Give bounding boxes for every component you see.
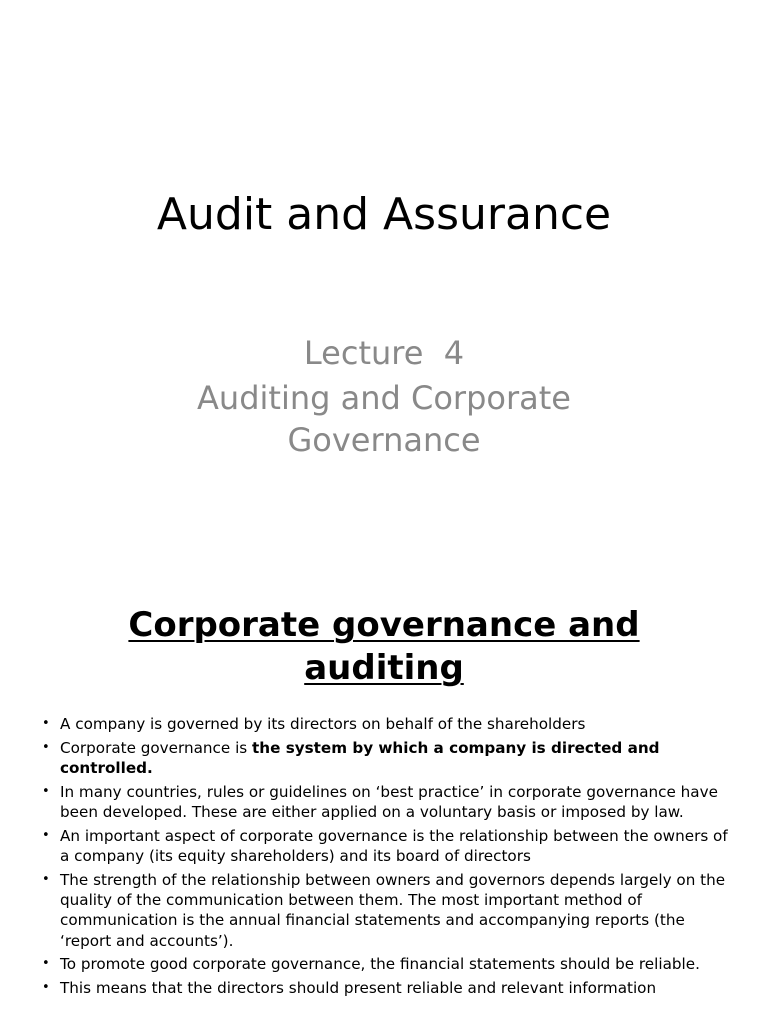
- bullet-text: A company is governed by its directors on behalf of the shareholders: [60, 715, 586, 733]
- bullet-icon: •: [42, 956, 50, 972]
- bullet-text: This means that the directors should present reliable and relevant information: [60, 978, 657, 997]
- bullet-icon: •: [42, 871, 50, 887]
- lecture-number: Lecture 4: [303, 334, 465, 372]
- bullet-text: An important aspect of corporate governance is the relationship between the owners of a company (its equity shareholders) and its board of directors: [60, 826, 728, 865]
- content-slide: [0, 576, 768, 1024]
- bullet-item: [42, 870, 732, 951]
- slide-heading: Corporate governance and auditing: [128, 605, 640, 688]
- bullet-list: [42, 714, 732, 1002]
- bullet-icon: •: [42, 783, 50, 799]
- bullet-icon: •: [42, 739, 50, 755]
- subtitle-block: [134, 332, 634, 461]
- bullet-item: [42, 738, 732, 779]
- bullet-text: The strength of the relationship between owners and governors depends largely on the quality of the communication between them. The most important method of communication is the annual financial statements and accompanying reports (the ‘report and accounts’).: [60, 870, 726, 950]
- bullet-text: Corporate governance is: [60, 738, 253, 757]
- bullet-text: To promote good corporate governance, the financial statements should be reliable.: [60, 955, 700, 974]
- bullet-item: [42, 826, 732, 867]
- bullet-icon: •: [42, 979, 50, 995]
- bullet-icon: •: [42, 827, 50, 843]
- bullet-bold-text: the system by which a company is directed and controlled.: [60, 738, 660, 777]
- lecture-topic: Auditing and Corporate Governance: [197, 379, 571, 459]
- bullet-icon: •: [42, 716, 50, 731]
- presentation-title: Audit and Assurance: [156, 189, 612, 240]
- bullet-item: [42, 978, 732, 998]
- bullet-item: [42, 782, 732, 823]
- bullet-item: [42, 714, 732, 734]
- bullet-text: In many countries, rules or guidelines on ‘best practice’ in corporate governance have been developed. These are either applied on a voluntary basis or imposed by law.: [60, 782, 718, 821]
- bullet-item: [42, 954, 732, 974]
